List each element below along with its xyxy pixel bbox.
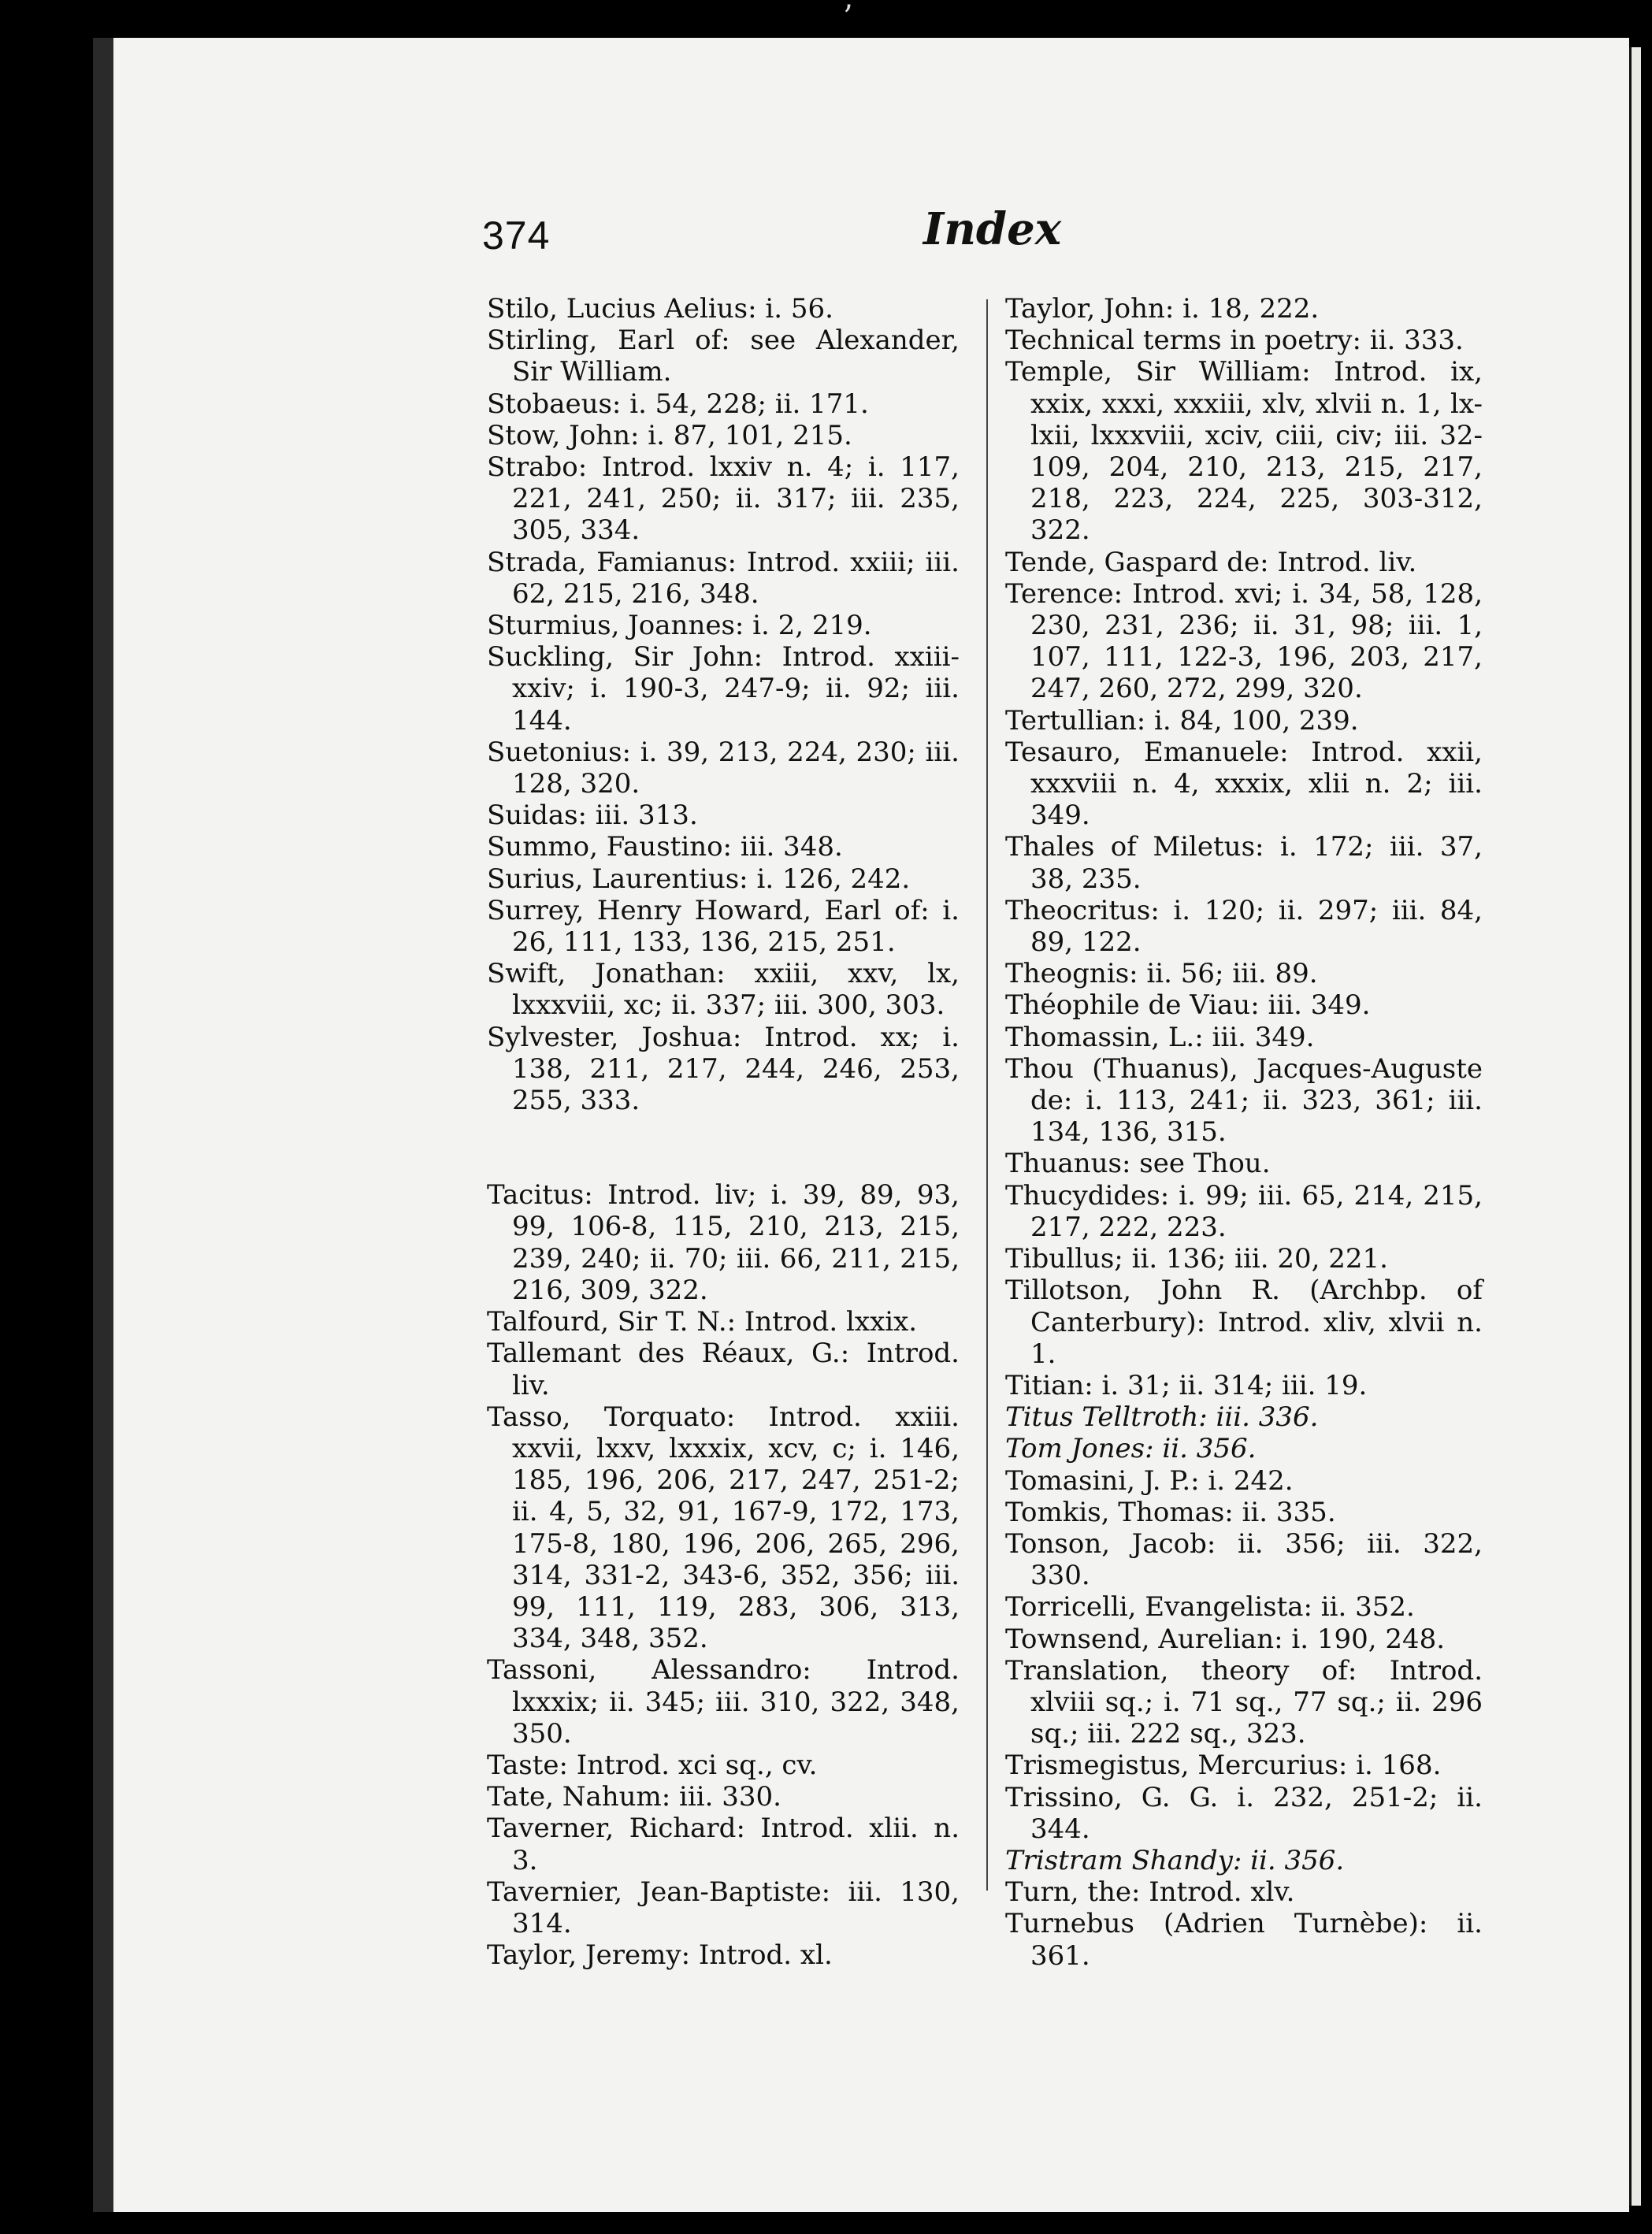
index-entry: Surrey, Henry Howard, Earl of: i. 26, 111, 133, 136, 215, 251.: [487, 894, 960, 959]
index-entry: Tertullian: i. 84, 100, 239.: [1005, 704, 1359, 737]
index-entry: Suckling, Sir John: Introd. xxiii-xxiv; i. 190-3, 247-9; ii. 92; iii. 144.: [487, 641, 960, 737]
index-entry: Tasso, Torquato: Introd. xxiii. xxvii, lxxv, lxxxix, xcv, c; i. 146, 185, 196, 206, 217, 247, 251-2; ii. 4, 5, 32, 91, 167-9, 172, 173, 175-8, 180, 196, 206, 265, 296, 314, 331-2, 343-6, 352, 356; iii. 99, 111, 119, 283, 306, 313, 334, 348, 352.: [487, 1401, 960, 1655]
index-entry: Townsend, Aurelian: i. 190, 248.: [1005, 1623, 1446, 1655]
index-entry: Theocritus: i. 120; ii. 297; iii. 84, 89, 122.: [1005, 894, 1483, 959]
index-entry: Trismegistus, Mercurius: i. 168.: [1005, 1750, 1442, 1782]
index-column-right: [1005, 293, 1483, 1972]
index-entry: Tassoni, Alessandro: Introd. lxxxix; ii. 345; iii. 310, 322, 348, 350.: [487, 1654, 960, 1750]
index-entry: Thou (Thuanus), Jacques-Auguste de: i. 113, 241; ii. 323, 361; iii. 134, 136, 315.: [1005, 1052, 1483, 1149]
facing-page-edge: [1629, 47, 1641, 2206]
index-entry: Talfourd, Sir T. N.: Introd. lxxix.: [487, 1306, 918, 1338]
index-entry: Torricelli, Evangelista: ii. 352.: [1005, 1591, 1415, 1624]
index-entry: Taylor, John: i. 18, 222.: [1005, 293, 1320, 325]
index-entry: Technical terms in poetry: ii. 333.: [1005, 325, 1464, 357]
page-number: 374: [482, 213, 551, 258]
index-entry: Suetonius: i. 39, 213, 224, 230; iii. 128, 320.: [487, 736, 960, 800]
index-entry: Sturmius, Joannes: i. 2, 219.: [487, 610, 872, 642]
index-entry: Titus Telltroth: iii. 336.: [1005, 1401, 1319, 1434]
index-entry: Tom Jones: ii. 356.: [1005, 1433, 1257, 1465]
index-entry: Thomassin, L.: iii. 349.: [1005, 1021, 1315, 1053]
index-entry: Tallemant des Réaux, G.: Introd. liv.: [487, 1338, 960, 1401]
index-column-left: [487, 293, 960, 1971]
index-entry: Tristram Shandy: ii. 356.: [1005, 1844, 1345, 1876]
letter-gap: [487, 1116, 960, 1179]
index-entry: Tesauro, Emanuele: Introd. xxii, xxxviii n. 4, xxxix, xlii n. 2; iii. 349.: [1005, 736, 1483, 832]
index-entry: Tende, Gaspard de: Introd. liv.: [1005, 546, 1417, 578]
index-entry: Tillotson, John R. (Archbp. of Canterbury): Introd. xliv, xlvii n. 1.: [1005, 1275, 1483, 1370]
index-entry: Turnebus (Adrien Turnèbe): ii. 361.: [1005, 1908, 1483, 1972]
index-entry: Summo, Faustino: iii. 348.: [487, 831, 843, 863]
index-entry: Tomkis, Thomas: ii. 335.: [1005, 1496, 1336, 1528]
index-entry: Trissino, G. G. i. 232, 251-2; ii. 344.: [1005, 1781, 1483, 1845]
index-entry: Stobaeus: i. 54, 228; ii. 171.: [487, 388, 869, 420]
index-entry: Strabo: Introd. lxxiv n. 4; i. 117, 221, 241, 250; ii. 317; iii. 235, 305, 334.: [487, 451, 960, 547]
index-entry: Suidas: iii. 313.: [487, 800, 698, 832]
column-divider: [986, 299, 988, 1891]
index-entry: Strada, Famianus: Introd. xxiii; iii. 62, 215, 216, 348.: [487, 546, 960, 610]
index-entry: Tate, Nahum: iii. 330.: [487, 1781, 781, 1813]
index-entry: Translation, theory of: Introd. xlviii sq.; i. 71 sq., 77 sq.; ii. 296 sq.; iii. 222 sq., 323.: [1005, 1654, 1483, 1750]
running-head: Index: [923, 203, 1062, 255]
index-entry: Turn, the: Introd. xlv.: [1005, 1876, 1295, 1909]
index-entry: Taylor, Jeremy: Introd. xl.: [487, 1939, 833, 1972]
index-entry: Swift, Jonathan: xxiii, xxv, lx, lxxxviii, xc; ii. 337; iii. 300, 303.: [487, 958, 960, 1022]
index-entry: Stirling, Earl of: see Alexander, Sir William.: [487, 325, 960, 388]
index-entry: Tavernier, Jean-Baptiste: iii. 130, 314.: [487, 1876, 960, 1939]
index-entry: Surius, Laurentius: i. 126, 242.: [487, 863, 911, 895]
scan-mark: ’: [843, 0, 853, 35]
index-entry: Stow, John: i. 87, 101, 215.: [487, 419, 852, 451]
index-entry: Stilo, Lucius Aelius: i. 56.: [487, 293, 833, 325]
index-entry: Tonson, Jacob: ii. 356; iii. 322, 330.: [1005, 1527, 1483, 1592]
index-entry: Théophile de Viau: iii. 349.: [1005, 989, 1371, 1022]
index-entry: Taste: Introd. xci sq., cv.: [487, 1749, 818, 1781]
index-entry: Tibullus; ii. 136; iii. 20, 221.: [1005, 1243, 1388, 1275]
index-entry: Thuanus: see Thou.: [1005, 1148, 1271, 1180]
index-entry: Terence: Introd. xvi; i. 34, 58, 128, 230, 231, 236; ii. 31, 98; iii. 1, 107, 111, 122-3, 196, 203, 217, 247, 260, 272, 299, 320.: [1005, 577, 1483, 705]
index-entry: Temple, Sir William: Introd. ix, xxix, xxxi, xxxiii, xlv, xlvii n. 1, lx-lxii, lxxxviii, xciv, ciii, civ; iii. 32-109, 204, 210, 213, 215, 217, 218, 223, 224, 225, 303-312, 322.: [1005, 356, 1483, 547]
index-entry: Thales of Miletus: i. 172; iii. 37, 38, 235.: [1005, 831, 1483, 895]
index-entry: Tomasini, J. P.: i. 242.: [1005, 1464, 1294, 1497]
index-entry: Titian: i. 31; ii. 314; iii. 19.: [1005, 1369, 1368, 1401]
index-entry: Theognis: ii. 56; iii. 89.: [1005, 958, 1318, 990]
index-entry: Tacitus: Introd. liv; i. 39, 89, 93, 99, 106-8, 115, 210, 213, 215, 239, 240; ii. 70; iii. 66, 211, 215, 216, 309, 322.: [487, 1179, 960, 1306]
index-entry: Taverner, Richard: Introd. xlii. n. 3.: [487, 1813, 960, 1876]
index-entry: Sylvester, Joshua: Introd. xx; i. 138, 211, 217, 244, 246, 253, 255, 333.: [487, 1021, 960, 1117]
index-entry: Thucydides: i. 99; iii. 65, 214, 215, 217, 222, 223.: [1005, 1179, 1483, 1243]
